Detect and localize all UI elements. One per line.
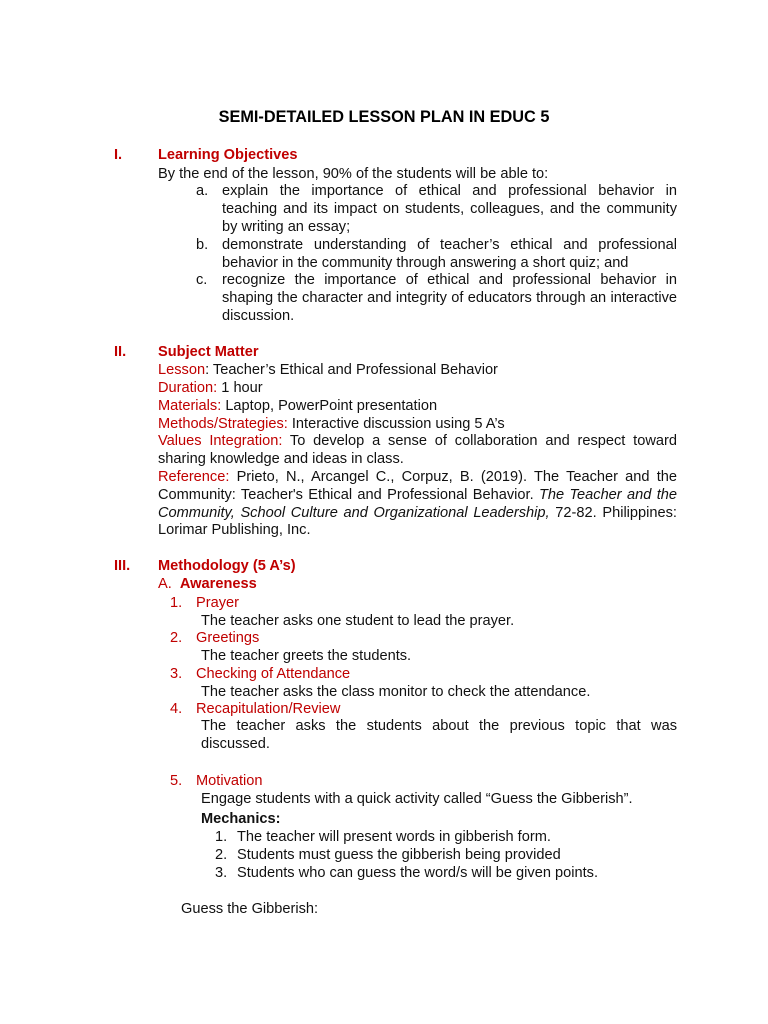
awareness-marker: A. bbox=[158, 576, 172, 592]
step-marker: 2. bbox=[170, 630, 183, 646]
duration-value: 1 hour bbox=[217, 380, 263, 396]
materials-label: Materials: bbox=[158, 398, 222, 414]
objective-marker: c. bbox=[196, 272, 208, 288]
document-title: SEMI-DETAILED LESSON PLAN IN EDUC 5 bbox=[218, 108, 550, 126]
section-heading-methodology: Methodology (5 A’s) bbox=[158, 558, 296, 574]
activity-label: Guess the Gibberish: bbox=[181, 901, 319, 917]
values-integration bbox=[158, 433, 677, 469]
step-label: Checking of Attendance bbox=[196, 666, 351, 682]
mechanic-marker: 1. bbox=[215, 829, 228, 845]
step-text: The teacher asks one student to lead the prayer. bbox=[201, 613, 515, 629]
mechanics-heading: Mechanics: bbox=[201, 811, 281, 827]
step-label: Recapitulation/Review bbox=[196, 701, 341, 717]
duration-label: Duration: bbox=[158, 380, 218, 396]
mechanic-item: The teacher will present words in gibberish form. bbox=[237, 829, 551, 845]
step-label: Greetings bbox=[196, 630, 260, 646]
step-text: The teacher asks the students about the previous topic that was discussed. bbox=[201, 718, 677, 752]
step-text: The teacher asks the class monitor to check the attendance. bbox=[201, 684, 591, 700]
reference-tail: 72-82. Philippines: Lorimar Publishing, Inc. bbox=[158, 504, 677, 539]
mechanic-item: Students who can guess the word/s will be given points. bbox=[237, 865, 598, 881]
objective-item: demonstrate understanding of teacher’s ethical and professional behavior in the community through answering a short quiz; and bbox=[222, 237, 677, 271]
section-number-methodology: III. bbox=[114, 558, 131, 574]
reference-label: Reference: bbox=[158, 469, 230, 485]
step-marker: 1. bbox=[170, 595, 183, 611]
reference-book-title: The Teacher and the Community, School Culture and Organizational Leadership, bbox=[158, 486, 677, 521]
objective-item: explain the importance of ethical and professional behavior in teaching and its impact on students, colleagues, and the community by writing an essay; bbox=[222, 183, 677, 235]
awareness-label: Awareness bbox=[179, 576, 257, 592]
step-marker: 5. bbox=[170, 773, 183, 789]
lesson-line bbox=[158, 361, 498, 379]
objectives-intro: By the end of the lesson, 90% of the students will be able to: bbox=[158, 166, 549, 182]
methods-label: Methods/Strategies: bbox=[158, 416, 288, 432]
step-marker: 3. bbox=[170, 666, 183, 682]
objective-marker: b. bbox=[196, 237, 209, 253]
step-marker: 4. bbox=[170, 701, 183, 717]
mechanic-marker: 3. bbox=[215, 865, 228, 881]
methods-value: Interactive discussion using 5 A’s bbox=[287, 416, 505, 432]
step-text: Engage students with a quick activity called “Guess the Gibberish”. bbox=[201, 791, 633, 807]
materials-value: Laptop, PowerPoint presentation bbox=[221, 398, 438, 414]
step-text: The teacher greets the students. bbox=[201, 648, 412, 664]
objective-item: recognize the importance of ethical and professional behavior in shaping the character and integrity of educators through an interactive discussion. bbox=[222, 272, 677, 324]
section-number-subject: II. bbox=[114, 344, 127, 360]
step-label: Motivation bbox=[196, 773, 263, 789]
methods-line bbox=[158, 415, 505, 433]
lesson-value: : Teacher’s Ethical and Professional Behavior bbox=[205, 362, 498, 378]
mechanic-item: Students must guess the gibberish being provided bbox=[237, 847, 561, 863]
awareness-heading bbox=[158, 575, 257, 593]
reference bbox=[158, 469, 677, 540]
section-number-objectives: I. bbox=[114, 147, 123, 163]
materials-line bbox=[158, 397, 437, 415]
step-label: Prayer bbox=[196, 595, 239, 611]
section-heading-objectives: Learning Objectives bbox=[158, 147, 298, 163]
mechanic-marker: 2. bbox=[215, 847, 228, 863]
values-value: To develop a sense of collaboration and respect toward sharing knowledge and ideas in class. bbox=[158, 433, 677, 467]
lesson-label: Lesson bbox=[158, 362, 206, 378]
section-heading-subject: Subject Matter bbox=[158, 344, 259, 360]
reference-value: Prieto, N., Arcangel C., Corpuz, B. (2019). The Teacher and the Community: Teacher's Ethical and Professional Behavior. bbox=[158, 469, 677, 503]
values-label: Values Integration: bbox=[158, 433, 283, 449]
objective-marker: a. bbox=[196, 183, 209, 199]
duration-line bbox=[158, 379, 263, 397]
